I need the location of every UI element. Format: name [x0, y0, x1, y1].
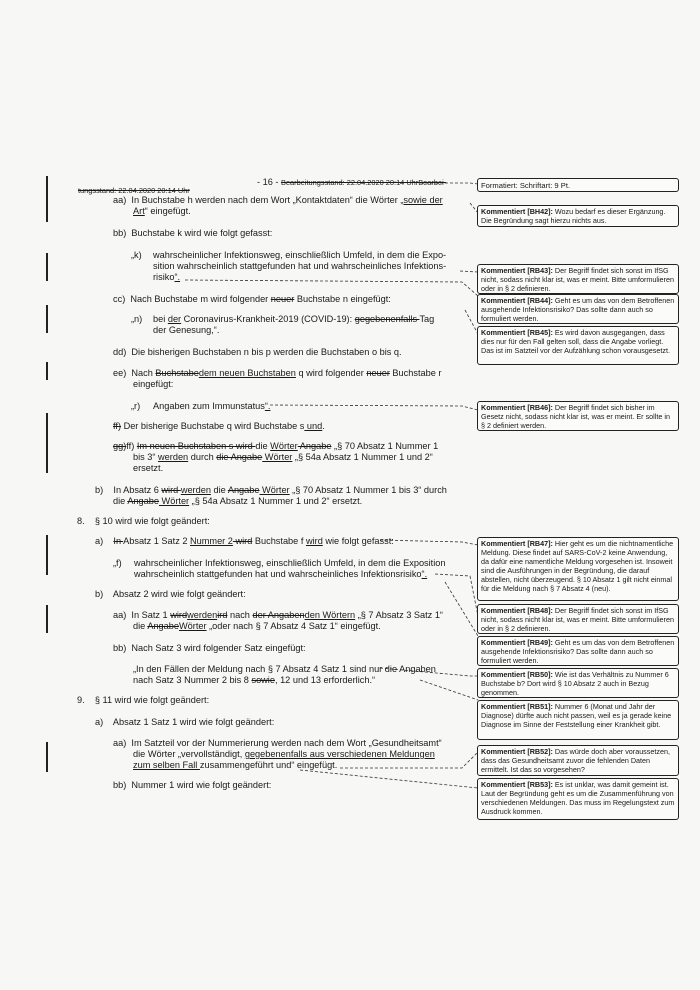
quote-k-line2: sition wahrscheinlich stattgefunden hat und wahrscheinliches Infektions-	[153, 261, 447, 271]
comment-box[interactable]: Kommentiert [RB50]: Wie ist das Verhältnis zu Nummer 6 Buchstabe b? Dort wird § 10 Absatz 2 auch in Bezug genommen.	[477, 668, 679, 698]
para-b-8: b) Absatz 2 wird wie folgt geändert:	[95, 589, 246, 599]
page-number: - 16 -	[257, 177, 279, 187]
quote-k-line3: risiko“.	[153, 272, 181, 282]
para-b-1: b) In Absatz 6 wird werden die Angabe Wörter „§ 70 Absatz 1 Nummer 1 bis 3“ durch	[95, 485, 447, 495]
format-note: Formatiert: Schriftart: 9 Pt.	[481, 181, 571, 190]
para-gg-cont: bis 3“ werden durch die Angabe Wörter „§ 54a Absatz 1 Nummer 1 und 2“	[133, 452, 433, 462]
comment-box[interactable]: Kommentiert [RB52]: Das würde doch aber voraussetzen, dass das Gesundheitsamt zuvor die fehlenden Daten ermittelt. Ist das so vorgesehen?	[477, 745, 679, 776]
comment-box[interactable]: Kommentiert [RB43]: Der Begriff findet sich sonst im IfSG nicht, sodass nicht klar ist, was er meint. Bitte umformulieren oder in § 2 definieren.	[477, 264, 679, 294]
para-aa-2: aa) In Satz 1 wirdwerdenird nach der Angabenden Wörtern „§ 7 Absatz 3 Satz 1“	[113, 610, 443, 620]
quote-sentence-line1: „In den Fällen der Meldung nach § 7 Absatz 4 Satz 1 sind nur die Angaben	[133, 664, 436, 674]
comment-box[interactable]: Kommentiert [RB51]: Nummer 6 (Monat und Jahr der Diagnose) dürfte auch nicht passen, weil es ja gerade keine Diagnose im Sinne der Feststellung einer Krankheit gibt.	[477, 700, 679, 740]
quote-n: „n)	[131, 314, 143, 324]
quote-f: „f)	[113, 558, 122, 568]
para-gg-cont2: ersetzt.	[133, 463, 164, 473]
para-aa-2-cont: die AngabeWörter „oder nach § 7 Absatz 4 Satz 1“ eingefügt.	[133, 621, 381, 631]
para-bb-2: bb) Nach Satz 3 wird folgender Satz eingefügt:	[113, 643, 306, 653]
para-aa-3: aa) Im Satzteil vor der Nummerierung werden nach dem Wort „Gesundheitsamt“	[113, 738, 442, 748]
comment-box[interactable]: Kommentiert [RB49]: Geht es um das von dem Betroffenen ausgehende Infektionsrisiko? Das sollte dann auch so formuliert werden.	[477, 636, 679, 666]
para-bb-1: bb) Buchstabe k wird wie folgt gefasst:	[113, 228, 273, 238]
para-ee: ee) Nach Buchstabedem neuen Buchstaben q wird folgender neuer Buchstabe r	[113, 368, 442, 378]
para-a-8: a) In Absatz 1 Satz 2 Nummer 2 wird Buchstabe f wird wie folgt gefasst:	[95, 536, 394, 546]
quote-n-line2: der Genesung,“.	[153, 325, 220, 335]
para-aa-1-cont: Art“ eingefügt.	[133, 206, 191, 216]
para-cc: cc) Nach Buchstabe m wird folgender neuer Buchstabe n eingefügt:	[113, 294, 391, 304]
para-a-9: a) Absatz 1 Satz 1 wird wie folgt geändert:	[95, 717, 275, 727]
quote-k: „k)	[131, 250, 142, 260]
comment-box[interactable]: Kommentiert [RB47]: Hier geht es um die nichtnamentliche Meldung. Diese findet auf SARS-CoV-2 keine Anwendung, da dafür eine namentliche Meldung vorgesehen ist. Insoweit sind die Ausführungen in der Begründung, die darauf abstellen, nicht überzeugend. § 10 Absatz 1 gilt nicht einmal für die Meldung nach § 7 Absatz 4 (neu).	[477, 537, 679, 601]
quote-r-line: Angaben zum Immunstatus“.	[153, 401, 271, 411]
comment-box[interactable]: Kommentiert [RB44]: Geht es um das von dem Betroffenen ausgehende Infektionsrisiko? Das sollte dann auch so formuliert werden.	[477, 294, 679, 324]
comment-box[interactable]: Kommentiert [BH42]: Wozu bedarf es dieser Ergänzung. Die Begründung sagt hierzu nichts aus.	[477, 205, 679, 227]
quote-r: „r)	[131, 401, 141, 411]
comment-box[interactable]: Kommentiert [RB45]: Es wird davon ausgegangen, dass dies nur für den Fall gelten soll, dass die Angabe vorliegt. Das ist im Satzteil vor der Aufzählung schon vorausgesetzt.	[477, 326, 679, 365]
quote-f-line2: wahrscheinlich stattgefunden hat und wahrscheinliches Infektionsrisiko“.	[134, 569, 428, 579]
format-note-box[interactable]	[477, 178, 679, 192]
quote-n-line1: bei der Coronavirus-Krankheit-2019 (COVID-19): gegebenenfalls Tag	[153, 314, 435, 324]
quote-k-line1: wahrscheinlicher Infektionsweg, einschließlich Umfeld, in dem die Expo-	[153, 250, 447, 260]
para-aa-3-cont2: zum selben Fall zusammengeführt und“ eingefügt.	[133, 760, 338, 770]
comment-box[interactable]: Kommentiert [RB46]: Der Begriff findet sich bisher im Gesetz nicht, sodass nicht klar ist, was er meint. Er sollte in § 2 definiert werden.	[477, 401, 679, 431]
quote-sentence-line2: nach Satz 3 Nummer 2 bis 8 sowie, 12 und 13 erforderlich.“	[133, 675, 376, 685]
para-dd: dd) Die bisherigen Buchstaben n bis p werden die Buchstaben o bis q.	[113, 347, 402, 357]
section-9: 9. § 11 wird wie folgt geändert:	[77, 695, 210, 705]
para-bb-3: bb) Nummer 1 wird wie folgt geändert:	[113, 780, 272, 790]
quote-f-line1: wahrscheinlicher Infektionsweg, einschließlich Umfeld, in dem die Exposition	[134, 558, 446, 568]
comment-box[interactable]: Kommentiert [RB48]: Der Begriff findet sich sonst im IfSG nicht, sodass nicht klar ist, was er meint. Bitte umformulieren oder in § 2 definieren.	[477, 604, 679, 634]
comment-box[interactable]: Kommentiert [RB53]: Es ist unklar, was damit gemeint ist. Laut der Begründung geht es um die Zusammenführung von verschiedenen Meldungen. Das muss im Regelungstext zum Ausdruck kommen.	[477, 778, 679, 820]
para-b-1-cont: die Angabe Wörter „§ 54a Absatz 1 Nummer 1 und 2“ ersetzt.	[113, 496, 363, 506]
para-ff: ff) Der bisherige Buchstabe q wird Buchstabe s und.	[113, 421, 325, 431]
para-aa-1: aa) In Buchstabe h werden nach dem Wort „Kontaktdaten“ die Wörter „sowie der	[113, 195, 443, 205]
deleted-status: Bearbeitungsstand: 22.04.2020 20:14 UhrBearbei-	[281, 178, 447, 187]
deleted-status-line2: tungsstand: 22.04.2020 20:14 Uhr	[78, 186, 190, 195]
page-header	[257, 176, 446, 189]
para-aa-3-cont: die Wörter „vervollständigt, gegebenenfalls aus verschiedenen Meldungen	[133, 749, 435, 759]
para-ee-cont: eingefügt:	[133, 379, 174, 389]
para-gg: gg)ff) Im neuen Buchstaben s wird die Wörter Angabe „§ 70 Absatz 1 Nummer 1	[113, 441, 439, 451]
section-8: 8. § 10 wird wie folgt geändert:	[77, 516, 210, 526]
